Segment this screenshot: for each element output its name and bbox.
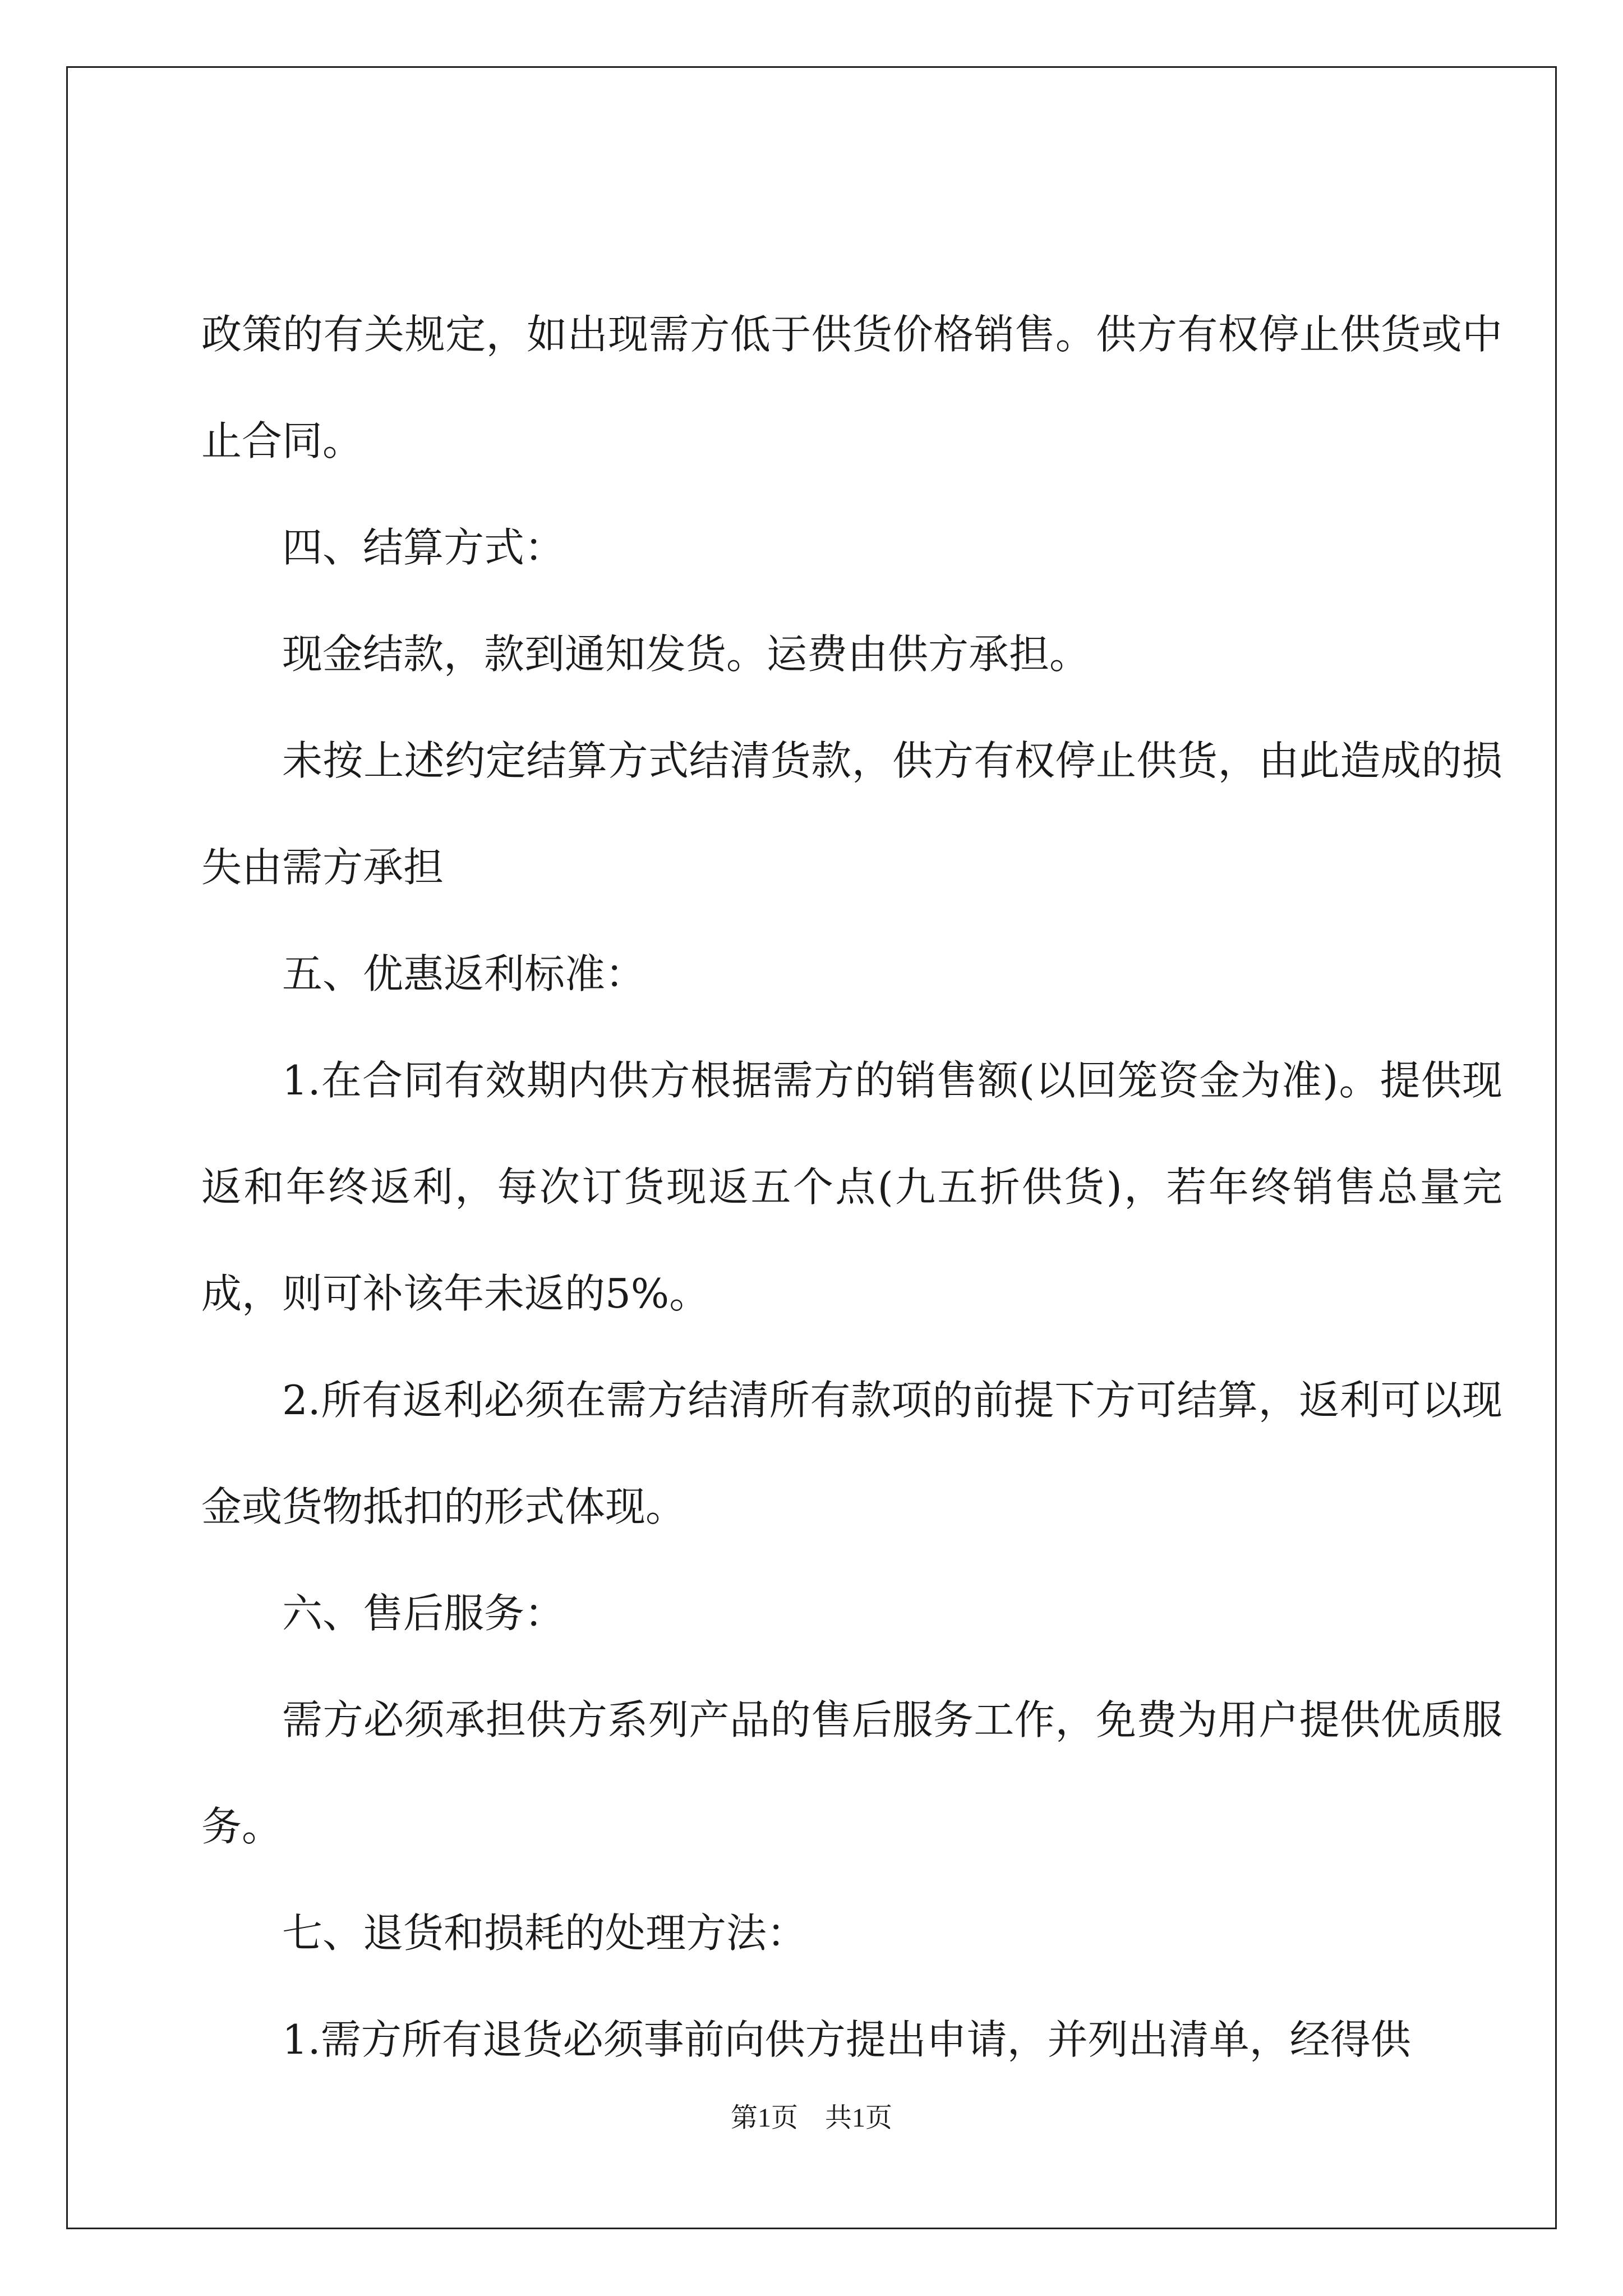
paragraph-rebate-1: 1.在合同有效期内供方根据需方的销售额(以回笼资金为准)。提供现返和年终返利，每次订货现返五个点(九五折供货)，若年终销售总量完成，则可补该年未返的5%。	[201, 1057, 1502, 1317]
heading-returns: 七、退货和损耗的处理方法：	[282, 1910, 808, 1957]
paragraph-returns-1: 1.需方所有退货必须事前向供方提出申请，并列出清单，经得供	[282, 2016, 1411, 2063]
paragraph-rebate-2: 2.所有返利必须在需方结清所有款项的前提下方可结算，返利可以现金或货物抵扣的形式体现。	[201, 1377, 1502, 1530]
document-body	[201, 281, 1502, 2093]
heading-settlement: 四、结算方式：	[282, 524, 565, 571]
page-frame	[66, 66, 1557, 2229]
heading-rebate-standard: 五、优惠返利标准：	[282, 950, 646, 997]
paragraph-cash-payment: 现金结款，款到通知发货。运费由供方承担。	[282, 631, 1090, 678]
page-footer: 第1页 共1页	[730, 2103, 892, 2133]
paragraph-after-sales: 需方必须承担供方系列产品的售后服务工作，免费为用户提供优质服务。	[201, 1696, 1502, 1850]
paragraph-policy: 政策的有关规定，如出现需方低于供货价格销售。供方有权停止供货或中止合同。	[201, 311, 1502, 464]
paragraph-unsettled-loss: 未按上述约定结算方式结清货款，供方有权停止供货，由此造成的损失由需方承担	[201, 737, 1502, 891]
heading-after-sales: 六、售后服务：	[282, 1590, 565, 1637]
